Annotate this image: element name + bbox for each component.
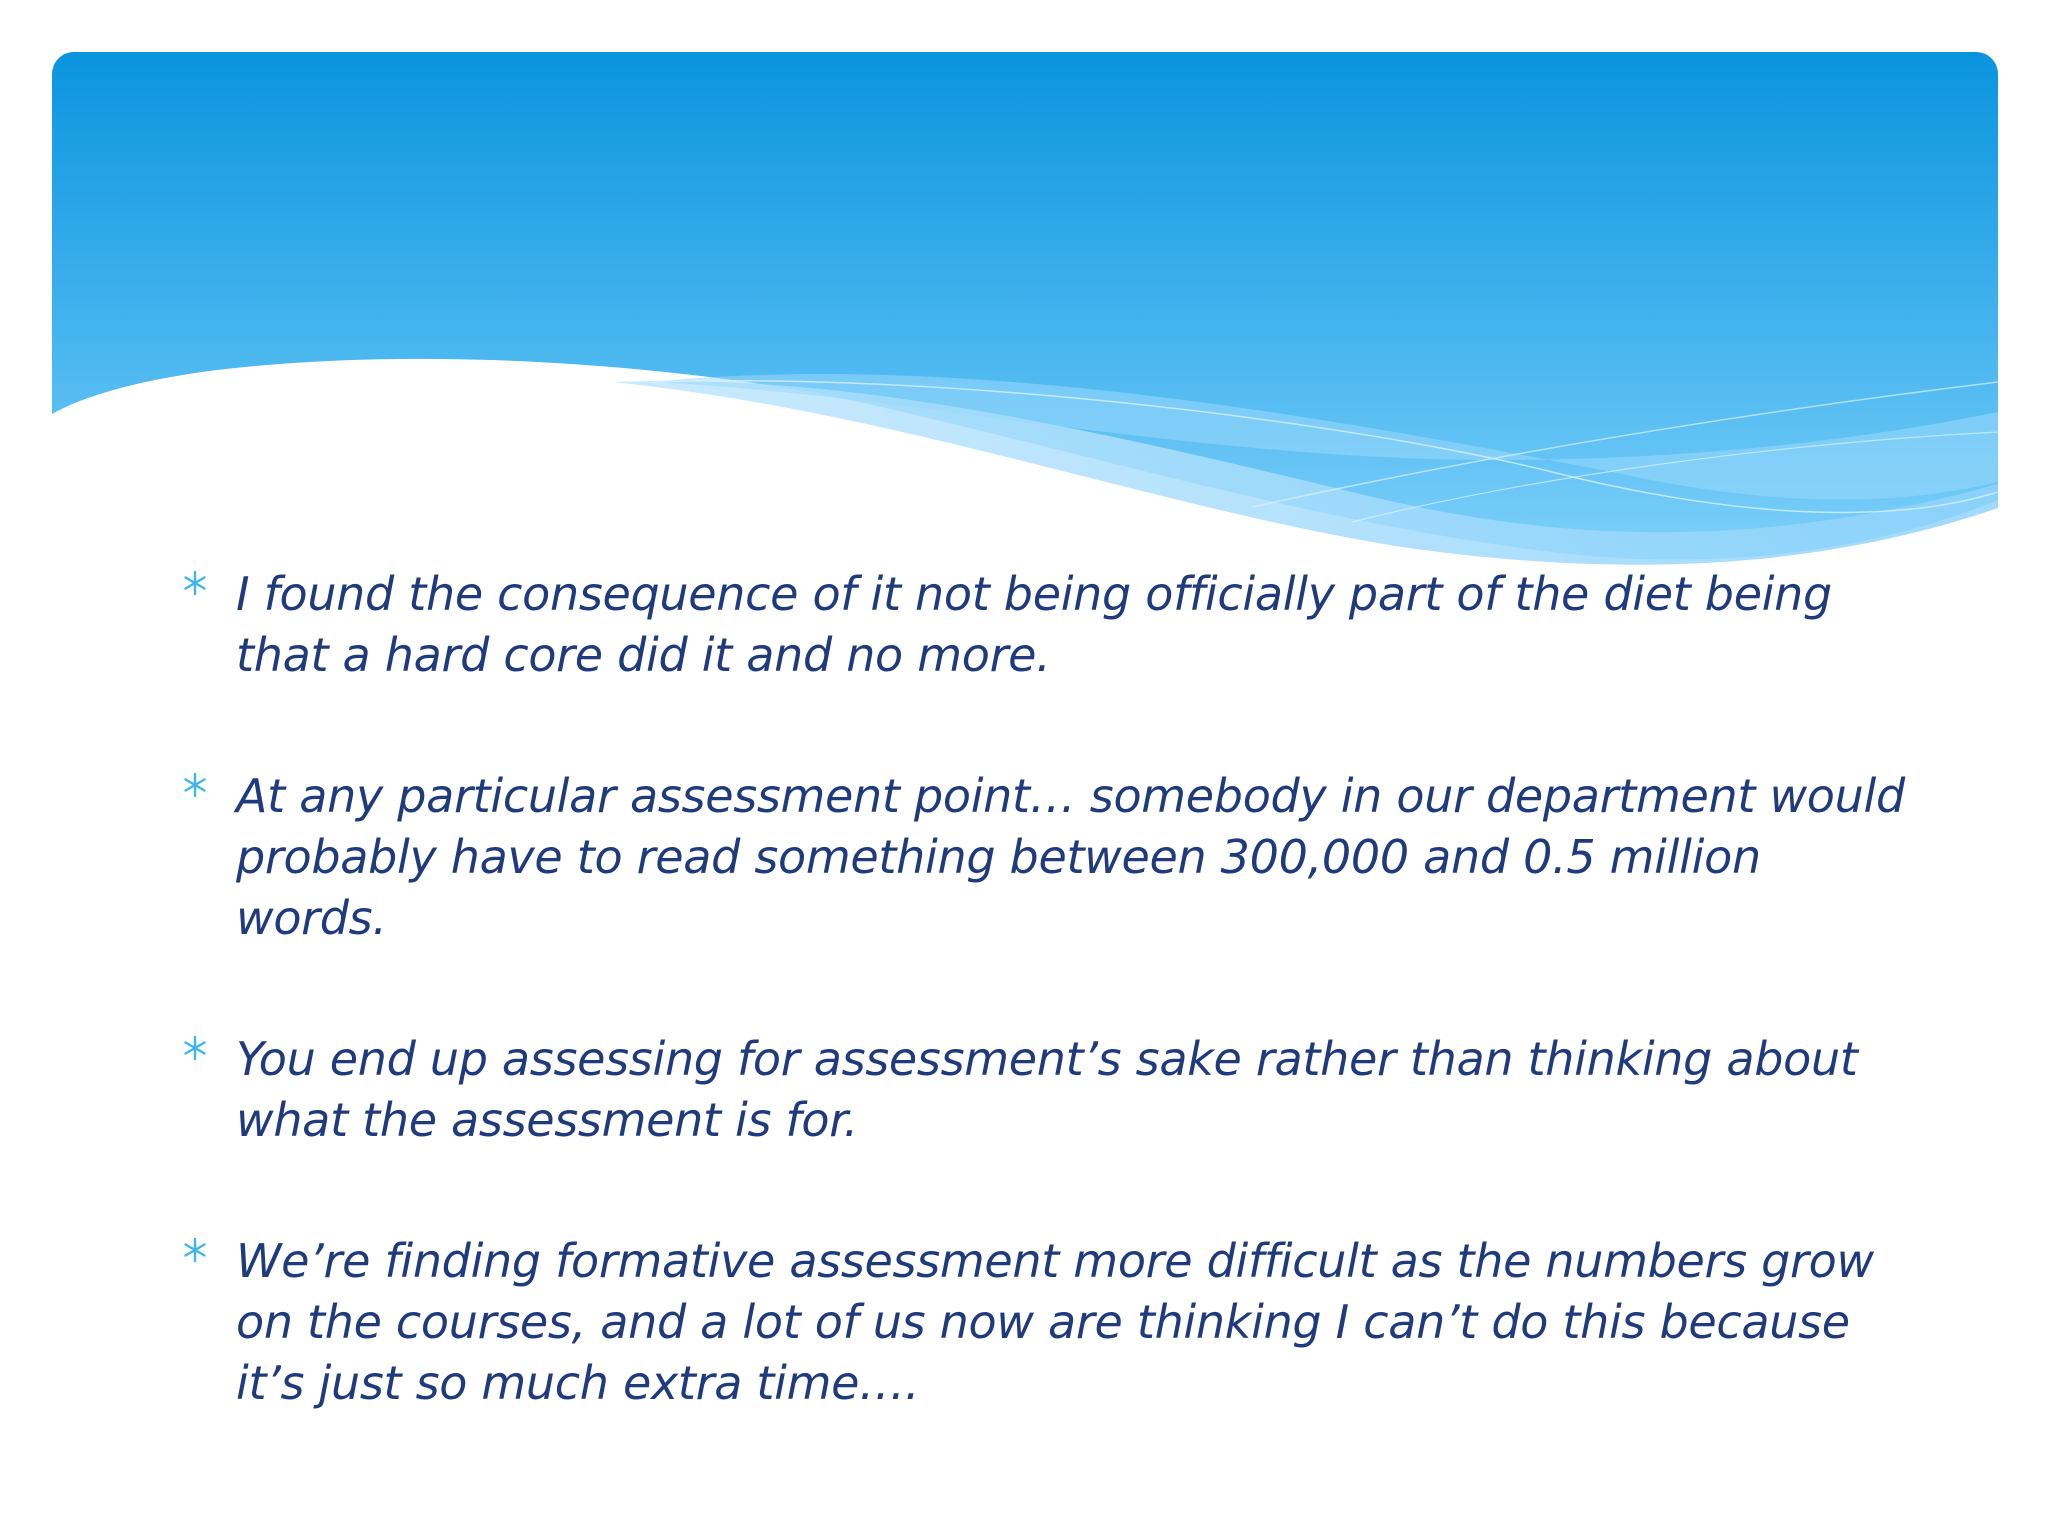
slide (52, 52, 1998, 1536)
bullet-text: You end up assessing for assessment’s sake rather than thinking about what the assessment is for. (236, 1032, 1858, 1147)
asterisk-icon (180, 1033, 210, 1063)
wave-header-background (52, 52, 1998, 572)
bullet-item (180, 1029, 1920, 1151)
bullet-text: At any particular assessment point… somebody in our department would probably have to read something between 300,000 and 0.5 million words. (236, 769, 1905, 945)
bullet-text: We’re finding formative assessment more difficult as the numbers grow on the courses, and a lot of us now are thinking I can’t do this because it’s just so much extra time…. (236, 1234, 1874, 1410)
bullet-list (180, 564, 1920, 1494)
bullet-item (180, 564, 1920, 686)
asterisk-icon (180, 1235, 210, 1265)
asterisk-icon (180, 770, 210, 800)
bullet-text: I found the consequence of it not being officially part of the diet being that a hard core did it and no more. (236, 567, 1832, 682)
bullet-item (180, 1231, 1920, 1414)
bullet-item (180, 766, 1920, 949)
asterisk-icon (180, 568, 210, 598)
